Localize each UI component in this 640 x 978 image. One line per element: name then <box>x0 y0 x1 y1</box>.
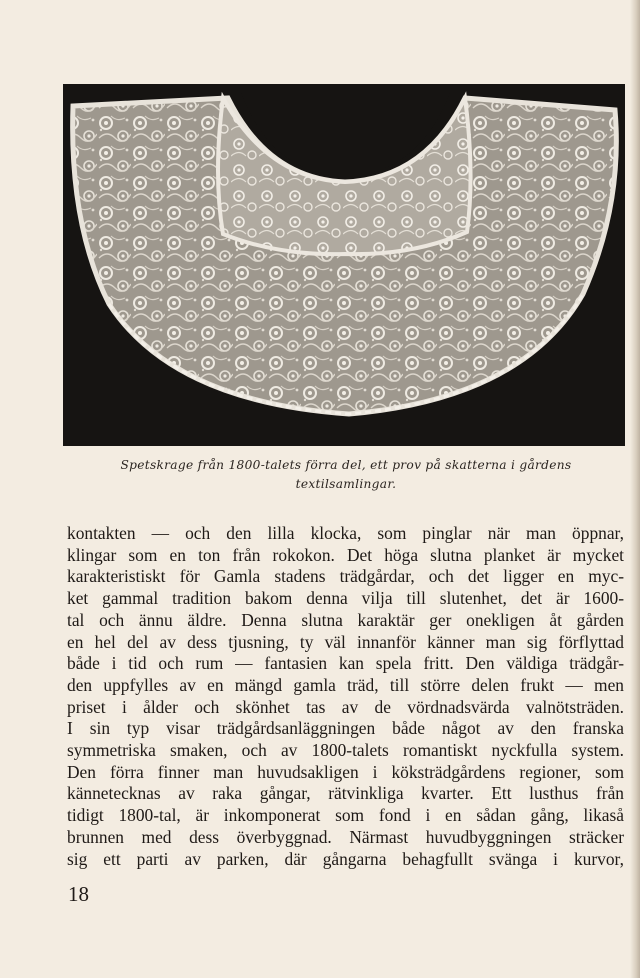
text-line: den uppfylles av en mängd gamla träd, till större delen frukt — men <box>67 674 624 695</box>
lace-collar-photo <box>63 84 625 446</box>
text-line: tidigt 1800-tal, är inkomponerat som fond i en sådan gång, likaså <box>67 805 624 826</box>
body-paragraph <box>67 523 624 870</box>
text-line: ket gammal tradition bakom denna vilja till slutenhet, det är 1600- <box>67 588 624 609</box>
figure-caption <box>80 456 612 494</box>
text-line: brunnen med dess överbyggnad. Närmast huvudbyggningen sträcker <box>67 826 624 847</box>
page-number: 18 <box>68 882 89 906</box>
caption-line-2: textilsamlingar. <box>295 477 397 491</box>
text-line: sig ett parti av parken, där gångarna behagfullt svänga i kurvor, <box>67 848 624 869</box>
text-line: Den förra finner man huvudsakligen i köksträdgårdens regioner, som <box>67 761 624 782</box>
text-line: kännetecknas av raka gångar, rätvinkliga kvarter. Ett lusthus från <box>67 783 624 804</box>
text-line: I sin typ visar trädgårdsanläggningen både något av den franska <box>67 718 624 739</box>
text-line: tal och ännu äldre. Denna slutna karaktär ger onekligen åt gården <box>67 609 624 630</box>
text-line: klingar som en ton från rokokon. Det höga slutna planket är mycket <box>67 544 624 565</box>
text-line: kontakten — och den lilla klocka, som pinglar när man öppnar, <box>67 523 624 543</box>
lace-collar-illustration <box>63 84 625 446</box>
text-line: symmetriska smaken, och av 1800-talets romantiskt nyckfulla system. <box>67 740 624 761</box>
page-gutter-shadow <box>630 0 640 978</box>
text-line: priset i ålder och skönhet tas av de vördnadsvärda valnötsträden. <box>67 696 624 717</box>
caption-line-1: Spetskrage från 1800-talets förra del, ett prov på skatterna i gårdens <box>120 458 572 472</box>
text-line: både i tid och rum — fantasien kan spela fritt. Den väldiga trädgår- <box>67 653 624 674</box>
text-line: en hel del av dess tjusning, ty väl innanför känner man sig förflyttad <box>67 631 624 652</box>
text-line: karakteristiskt för Gamla stadens trädgårdar, och det ligger en myc- <box>67 566 624 587</box>
